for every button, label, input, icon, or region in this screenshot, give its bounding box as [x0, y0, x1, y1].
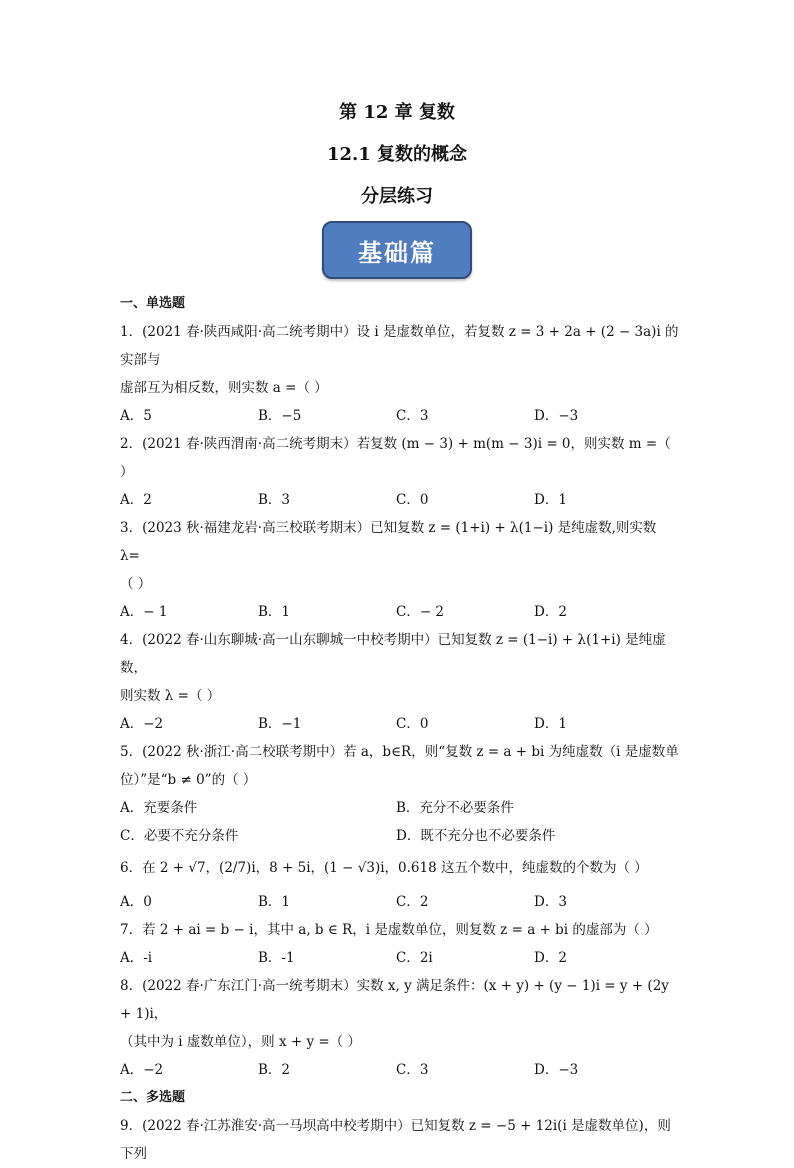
chapter-title: 第 12 章 复数: [339, 102, 455, 123]
option-b: B．2: [258, 1062, 291, 1078]
section-heading-multi: 二、多选题: [120, 1090, 186, 1105]
question-8-line-1: 8．(2022 春·广东江门·高一统考期末）实数 x, y 满足条件：(x + y) + (y − 1)i = y + (2y + 1)i，: [120, 978, 669, 1022]
option-b: B．-1: [258, 950, 295, 966]
option-d: D．2: [534, 604, 567, 620]
option-a: A．充要条件: [120, 800, 198, 816]
option-a: A．2: [120, 492, 152, 508]
question-3-options: [120, 598, 680, 626]
question-9-line-1: 9．(2022 春·江苏淮安·高一马坝高中校考期中）已知复数 z = −5 + 12i(i 是虚数单位)，则下列: [120, 1118, 671, 1162]
option-c: C．0: [396, 716, 429, 732]
option-d: D．既不充分也不必要条件: [396, 828, 556, 844]
question-5-line-1: 5．(2022 秋·浙江·高二校联考期中）若 a，b∈R，则“复数 z = a + bi 为纯虚数（i 是虚数单: [120, 744, 679, 760]
option-c: C．− 2: [396, 604, 445, 620]
option-d: D．1: [534, 492, 567, 508]
question-8-options: [120, 1056, 680, 1084]
level-banner: 基础篇: [322, 221, 472, 279]
option-d: D．3: [534, 894, 567, 910]
question-4-line-2: 则实数 λ =（ ）: [120, 688, 221, 704]
option-c: C．必要不充分条件: [120, 828, 239, 844]
question-2-line-1: 2．(2021 春·陕西渭南·高二统考期末）若复数 (m − 3) + m(m − 3)i = 0，则实数 m =（ ）: [120, 436, 671, 480]
option-c: C．0: [396, 492, 429, 508]
option-b: B．1: [258, 894, 291, 910]
section-heading-single: 一、单选题: [120, 296, 186, 311]
question-5-line-2: 位）”是“b ≠ 0”的（ ）: [120, 772, 257, 788]
question-list: [120, 290, 680, 1168]
question-6-line-1: 6．在 2 + √7，(2/7)i，8 + 5i，(1 − √3)i，0.618 这五个数中，纯虚数的个数为（ ）: [120, 860, 648, 876]
option-a: A．5: [120, 408, 152, 424]
option-b: B．3: [258, 492, 291, 508]
option-c: C．2: [396, 894, 429, 910]
option-d: D．−3: [534, 1062, 579, 1078]
question-4-line-1: 4．(2022 春·山东聊城·高一山东聊城一中校考期中）已知复数 z = (1−i) + λ(1+i) 是纯虚数，: [120, 632, 666, 676]
question-3-line-2: （ ）: [120, 576, 152, 592]
question-1-options: [120, 402, 680, 430]
question-5-options-row-2: [120, 822, 680, 850]
option-c: C．3: [396, 1062, 429, 1078]
question-4-options: [120, 710, 680, 738]
question-7-options: [120, 944, 680, 972]
option-c: C．3: [396, 408, 429, 424]
question-1-line-1: 1．(2021 春·陕西咸阳·高二统考期中）设 i 是虚数单位，若复数 z = 3 + 2a + (2 − 3a)i 的实部与: [120, 324, 679, 368]
option-b: B．−5: [258, 408, 302, 424]
question-5-options-row-1: [120, 794, 680, 822]
question-7-line-1: 7．若 2 + ai = b − i，其中 a, b ∈ R，i 是虚数单位，则复数 z = a + bi 的虚部为（ ）: [120, 922, 658, 938]
option-a: A．-i: [120, 950, 153, 966]
option-b: B．1: [258, 604, 291, 620]
question-3-line-1: 3．(2023 秋·福建龙岩·高三校联考期末）已知复数 z = (1+i) + λ(1−i) 是纯虚数,则实数 λ=: [120, 520, 657, 564]
question-1-line-2: 虚部互为相反数，则实数 a =（ ）: [120, 380, 328, 396]
option-c: C．2i: [396, 950, 433, 966]
question-6-options: [120, 888, 680, 916]
option-d: D．2: [534, 950, 567, 966]
option-d: D．1: [534, 716, 567, 732]
option-d: D．−3: [534, 408, 579, 424]
subtitle: 分层练习: [361, 186, 433, 207]
option-b: B．充分不必要条件: [396, 800, 514, 816]
option-a: A．− 1: [120, 604, 168, 620]
option-b: B．−1: [258, 716, 302, 732]
option-a: A．0: [120, 894, 152, 910]
question-2-options: [120, 486, 680, 514]
option-a: A．−2: [120, 1062, 164, 1078]
question-8-line-2: （其中为 i 虚数单位），则 x + y =（ ）: [120, 1034, 361, 1050]
section-title: 12.1 复数的概念: [326, 144, 468, 165]
option-a: A．−2: [120, 716, 164, 732]
